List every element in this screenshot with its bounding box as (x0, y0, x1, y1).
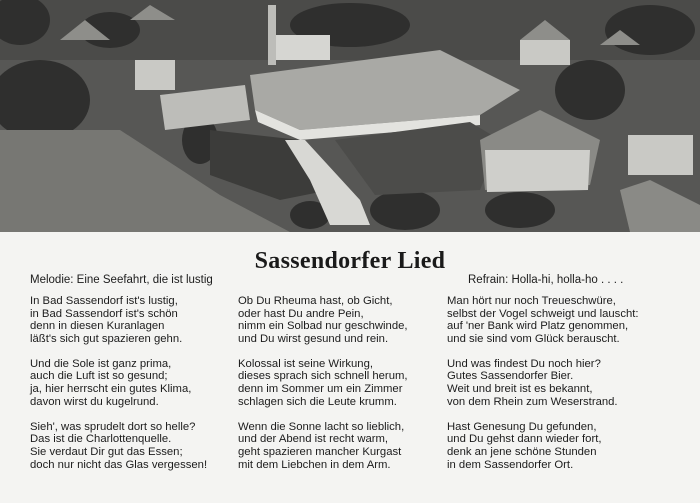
verse-line: und Du gehst dann wieder fort, (447, 433, 602, 446)
verse-line: läßt's sich gut spazieren gehn. (30, 332, 183, 345)
verse-line: oder hast Du andre Pein, (238, 307, 364, 320)
verse-line: und sie sind vom Glück berauscht. (447, 332, 620, 345)
verse-line: in Bad Sassendorf ist's schön (30, 307, 178, 320)
verse-line: nimm ein Solbad nur geschwinde, (238, 320, 408, 333)
verse-line: ja, hier herrscht ein gutes Klima, (30, 383, 192, 396)
stanza (447, 358, 677, 408)
verse-line: geht spazieren mancher Kurgast (238, 445, 402, 458)
stanza (30, 295, 260, 345)
verse-column-1 (30, 295, 260, 484)
song-card (0, 232, 700, 503)
verse-line: in dem Sassendorfer Ort. (447, 458, 574, 471)
verse-line: Das ist die Charlottenquelle. (30, 433, 172, 446)
verse-column-3 (447, 295, 677, 484)
verse-line: Man hört nur noch Treueschwüre, (447, 295, 616, 307)
verse-line: Wenn die Sonne lacht so lieblich, (238, 420, 405, 433)
stanza (238, 421, 468, 471)
verse-line: denn im Sommer um ein Zimmer (238, 383, 403, 396)
verse-line: Sie verdaut Dir gut das Essen; (30, 445, 183, 458)
stanza (238, 358, 468, 408)
verse-line: mit dem Liebchen in dem Arm. (238, 458, 391, 471)
verse-line: und Du wirst gesund und rein. (238, 332, 389, 345)
verse-line: dieses sprach sich schnell herum, (238, 370, 408, 383)
verse-line: denn in diesen Kuranlagen (30, 320, 165, 333)
verse-line: auch die Luft ist so gesund; (30, 370, 168, 383)
verse-column-2 (238, 295, 468, 484)
verse-line: Sieh', was sprudelt dort so helle? (30, 420, 196, 433)
stanza (447, 295, 677, 345)
verse-line: davon wirst du kugelrund. (30, 395, 159, 408)
stanza (30, 358, 260, 408)
verse-line: selbst der Vogel schweigt und lauscht: (447, 307, 639, 320)
verse-line: Hast Genesung Du gefunden, (447, 420, 597, 433)
stanza (447, 421, 677, 471)
verse-line: Kolossal ist seine Wirkung, (238, 357, 373, 370)
verse-line: denk an jene schöne Stunden (447, 445, 597, 458)
verse-line: Ob Du Rheuma hast, ob Gicht, (238, 295, 393, 307)
verse-line: auf 'ner Bank wird Platz genommen, (447, 320, 629, 333)
verse-line: Weit und breit ist es bekannt, (447, 383, 593, 396)
stanza (238, 295, 468, 345)
verse-line: Und was findest Du noch hier? (447, 357, 601, 370)
verse-line: von dem Rhein zum Weserstrand. (447, 395, 618, 408)
verse-line: In Bad Sassendorf ist's lustig, (30, 295, 178, 307)
aerial-photo (0, 0, 700, 232)
melodie-note: Melodie: Eine Seefahrt, die ist lustig (30, 274, 213, 286)
refrain-note: Refrain: Holla-hi, holla-ho . . . . (468, 274, 624, 286)
verse-line: schlagen sich die Leute krumm. (238, 395, 397, 408)
song-title: Sassendorfer Lied (254, 248, 446, 274)
verse-line: Und die Sole ist ganz prima, (30, 357, 172, 370)
verse-line: Gutes Sassendorfer Bier. (447, 370, 574, 383)
verse-line: und der Abend ist recht warm, (238, 433, 389, 446)
verse-line: doch nur nicht das Glas vergessen! (30, 458, 208, 471)
stanza (30, 421, 260, 471)
